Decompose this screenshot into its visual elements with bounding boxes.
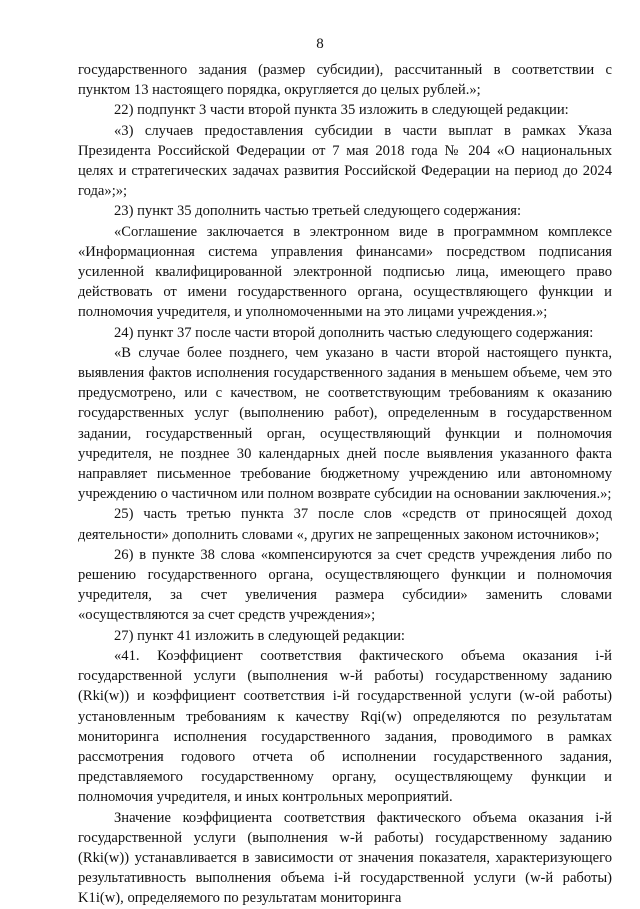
document-body (78, 60, 612, 909)
paragraph-continuation: государственного задания (размер субсидии), рассчитанный в соответствии с пунктом 13 настоящего порядка, округляется до целых рублей.»; (78, 62, 612, 99)
paragraph-item-23-text: «Соглашение заключается в электронном виде в программном комплексе «Информационная система управления финансами» посредством подписания усиленной квалифицированной электронной подписью лица, имеющего право действовать от имени государственного органа, осуществляющего функции и полномочия учредителя, и уполномоченными на это лицами учреждения.»; (78, 223, 612, 321)
paragraph-item-26: 26) в пункте 38 слова «компенсируются за счет средств учреждения либо по решению государственного органа, осуществляющего функции и полномочия учредителя, за счет увеличения размера субсидии» заменить словами «осуществляются за счет средств учреждения»; (78, 546, 612, 624)
paragraph-item-27-clause-41-value: Значение коэффициента соответствия фактического объема оказания i-й государственной услуги (выполнения w-й работы) государственному заданию (Rki(w)) устанавливается в зависимости от значения показателя, характеризующего результативность выполнения объема i-й государственной услуги (w-й работы) K1i(w), определяемого по результатам мониторинга (78, 809, 612, 907)
paragraph-item-22-text: «3) случаев предоставления субсидии в части выплат в рамках Указа Президента Российской Федерации от 7 мая 2018 года № 204 «О национальных целях и стратегических задачах развития Российской Федерации на период до 2024 года»;»; (78, 122, 612, 200)
paragraph-item-23: 23) пункт 35 дополнить частью третьей следующего содержания: (114, 203, 522, 220)
paragraph-item-22: 22) подпункт 3 части второй пункта 35 изложить в следующей редакции: (114, 102, 569, 119)
paragraph-item-25: 25) часть третью пункта 37 после слов «средств от приносящей доход деятельности» дополнить словами «, других не запрещенных законом источников»; (78, 506, 612, 543)
paragraph-item-27-clause-41: «41. Коэффициент соответствия фактического объема оказания i-й государственной услуги (выполнения w-й работы) государственному заданию (Rki(w)) и коэффициент соответствия i-й государственной услуги (w-ой работы) установленным требованиям к качеству Rqi(w) определяются по результатам мониторинга исполнения государственного задания, проводимого в рамках рассмотрения годового отчета об исполнении государственного задания, представляемого государственному органу, осуществляющему функции и полномочия учредителя, и иных контрольных мероприятий. (78, 647, 612, 806)
page-number: 8 (316, 36, 324, 52)
paragraph-item-24-text: «В случае более позднего, чем указано в части второй настоящего пункта, выявления фактов исполнения государственного задания в меньшем объеме, чем это предусмотрено, или с качеством, не соответствующим требованиям к оказанию государственных услуг (выполнению работ), определенным в государственном задании, государственный орган, осуществляющий функции и полномочия учредителя, не позднее 30 календарных дней после выявления указанного факта направляет письменное требование бюджетному учреждению или автономному учреждению о частичном или полном возврате субсидии на основании заключения.»; (78, 344, 612, 503)
paragraph-item-27: 27) пункт 41 изложить в следующей редакции: (114, 627, 405, 644)
paragraph-item-24: 24) пункт 37 после части второй дополнить частью следующего содержания: (114, 324, 594, 341)
